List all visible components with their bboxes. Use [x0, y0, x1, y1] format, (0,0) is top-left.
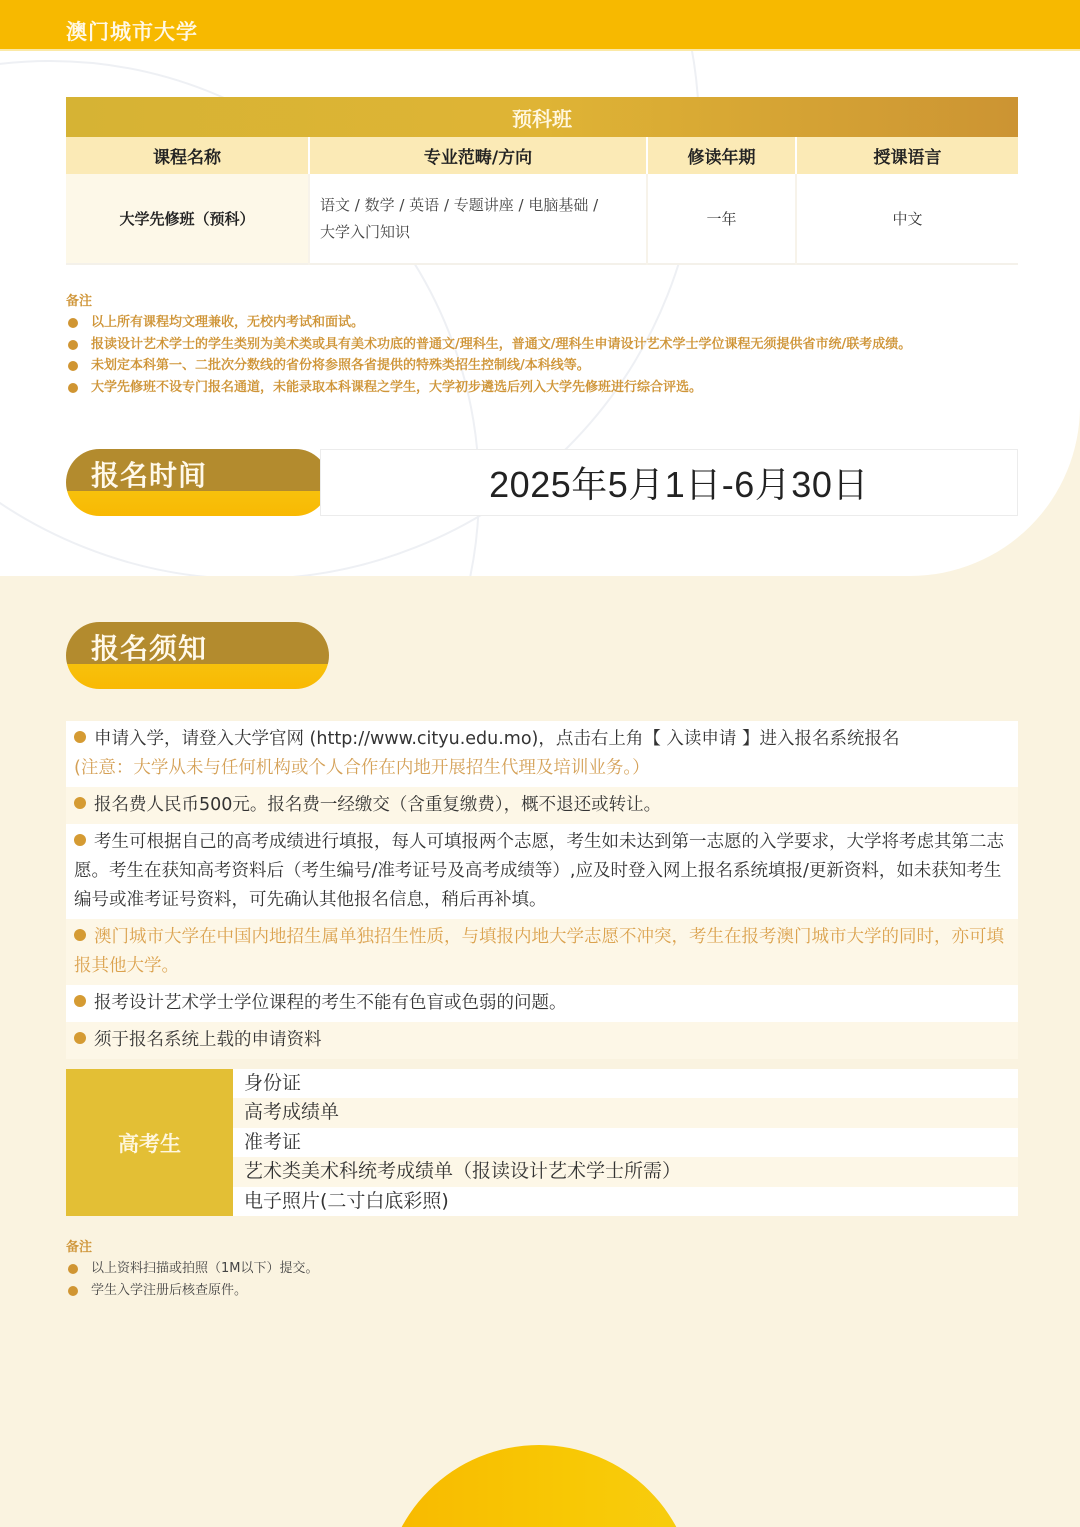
notice-text: 报名费人民币500元。报名费一经缴交（含重复缴费），概不退还或转让。	[94, 795, 662, 815]
materials-list	[233, 1069, 1018, 1216]
bullet-dot-icon	[74, 797, 86, 809]
materials-table	[66, 1069, 1018, 1216]
course-table-caption: 预科班	[512, 106, 572, 131]
header-bar	[0, 0, 1080, 51]
notice-item	[66, 721, 1018, 787]
notice-text: 报考设计艺术学士学位课程的考生不能有色盲或色弱的问题。	[94, 993, 567, 1013]
course-scope-cell	[309, 174, 647, 264]
course-scope-line2: 大学入门知识	[320, 222, 411, 241]
material-notes-label: 备注	[66, 1240, 93, 1255]
notice-item	[66, 787, 1018, 824]
notice-warning: (注意：大学从未与任何机构或个人合作在内地开展招生代理及培训业务。）	[74, 758, 650, 778]
column-header-duration: 修读年期	[647, 137, 796, 174]
registration-time-badge	[66, 449, 329, 516]
registration-date-box	[320, 449, 1018, 516]
registration-notice-list	[66, 721, 1018, 1059]
column-header-language: 授课语言	[796, 137, 1018, 174]
course-scope-line1: 语文 / 数学 / 英语 / 专题讲座 / 电脑基础 /	[320, 195, 599, 214]
material-notes	[66, 1236, 319, 1301]
notice-text: 申请入学，请登入大学官网 (http://www.cityu.edu.mo)，点击右上角【 入读申请 】进入报名系统报名	[94, 729, 900, 749]
material-note-item: 学生入学注册后核查原件。	[66, 1280, 319, 1302]
bullet-dot-icon	[74, 1032, 86, 1044]
notice-text: 须于报名系统上载的申请资料	[94, 1030, 322, 1050]
material-item: 高考成绩单	[233, 1098, 1018, 1127]
university-title: 澳门城市大学	[66, 20, 198, 44]
course-language-cell: 中文	[796, 174, 1018, 264]
course-table-header-row	[66, 137, 1018, 174]
material-item: 电子照片(二寸白底彩照)	[233, 1187, 1018, 1216]
course-name-cell: 大学先修班（预科）	[66, 174, 309, 264]
registration-time-label: 报名时间	[91, 459, 208, 492]
materials-category: 高考生	[66, 1069, 233, 1216]
registration-notice-label: 报名须知	[91, 632, 208, 665]
bullet-dot-icon	[74, 731, 86, 743]
material-item: 艺术类美术科统考成绩单（报读设计艺术学士所需）	[233, 1157, 1018, 1186]
material-item: 身份证	[233, 1069, 1018, 1098]
bullet-dot-icon	[74, 834, 86, 846]
course-duration-cell: 一年	[647, 174, 796, 264]
registration-notice-badge	[66, 622, 329, 689]
course-table-caption-row	[66, 97, 1018, 137]
course-notes-label: 备注	[66, 294, 93, 309]
bullet-dot-icon	[74, 995, 86, 1007]
notice-item	[66, 919, 1018, 985]
table-row	[66, 174, 1018, 264]
notice-item	[66, 985, 1018, 1022]
notice-text: 考生可根据自己的高考成绩进行填报，每人可填报两个志愿，考生如未达到第一志愿的入学要求，大学将考虑其第二志愿。考生在获知高考资料后（考生编号/准考证号及高考成绩等）,应及时登入网上报名系统填报/更新资料，如未获知考生编号或准考证号资料，可先确认其他报名信息，稍后再补填。	[74, 832, 1004, 910]
course-notes	[66, 290, 911, 399]
decorative-sun-circle	[383, 1445, 695, 1527]
course-note-item: 报读设计艺术学士的学生类别为美术类或具有美术功底的普通文/理科生，普通文/理科生申请设计艺术学士学位课程无须提供省市统/联考成绩。	[66, 334, 911, 356]
course-note-item: 大学先修班不设专门报名通道，未能录取本科课程之学生，大学初步遴选后列入大学先修班进行综合评选。	[66, 377, 911, 399]
column-header-scope: 专业范畴/方向	[309, 137, 647, 174]
bullet-dot-icon	[74, 929, 86, 941]
registration-date-range: 2025年5月1日-6月30日	[489, 464, 869, 505]
notice-item	[66, 1022, 1018, 1059]
column-header-course-name: 课程名称	[66, 137, 309, 174]
course-note-item: 未划定本科第一、二批次分数线的省份将参照各省提供的特殊类招生控制线/本科线等。	[66, 355, 911, 377]
material-note-item: 以上资料扫描或拍照（1M以下）提交。	[66, 1258, 319, 1280]
course-note-item: 以上所有课程均文理兼收，无校内考试和面试。	[66, 312, 911, 334]
notice-item	[66, 824, 1018, 919]
notice-text: 澳门城市大学在中国内地招生属单独招生性质，与填报内地大学志愿不冲突，考生在报考澳门城市大学的同时，亦可填报其他大学。	[74, 927, 1004, 976]
material-item: 准考证	[233, 1128, 1018, 1157]
course-table	[66, 97, 1018, 265]
